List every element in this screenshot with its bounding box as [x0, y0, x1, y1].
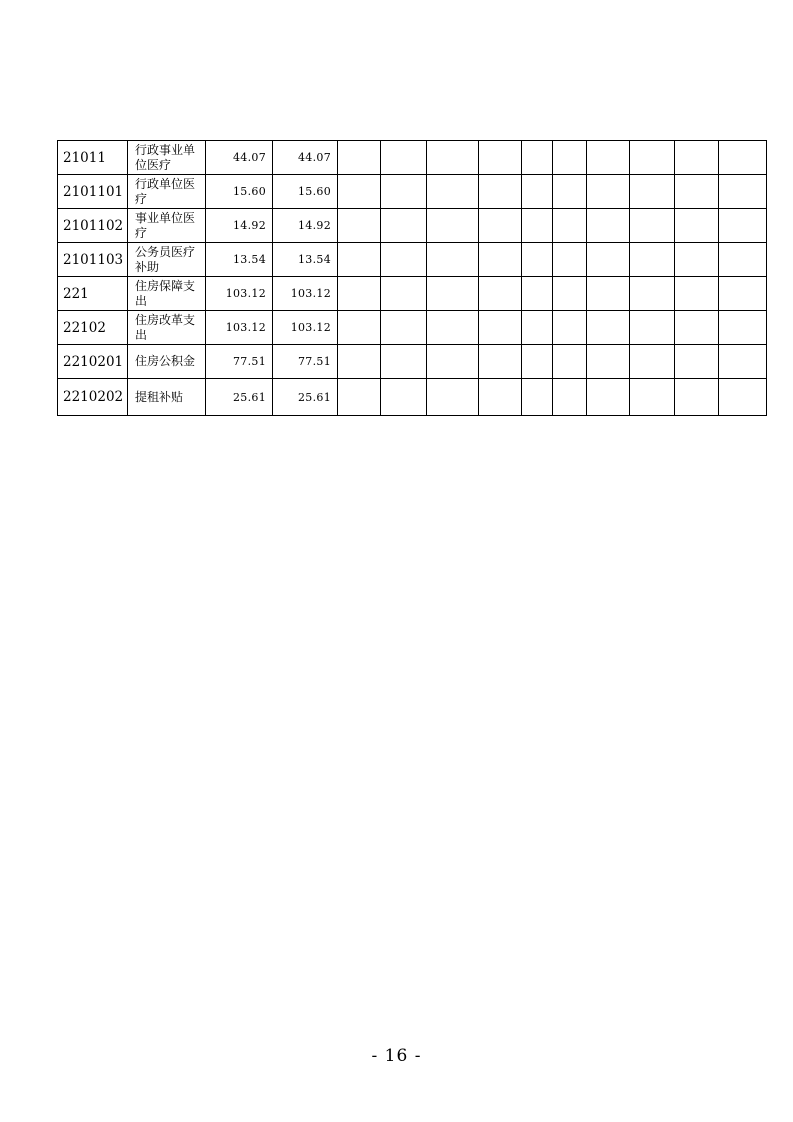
- empty-cell: [479, 209, 522, 243]
- empty-cell: [630, 243, 675, 277]
- empty-cell: [675, 141, 719, 175]
- row-value-1: 25.61: [206, 379, 273, 416]
- empty-cell: [338, 175, 381, 209]
- empty-cell: [675, 243, 719, 277]
- empty-cell: [719, 243, 767, 277]
- row-value-2: 103.12: [273, 311, 338, 345]
- empty-cell: [675, 311, 719, 345]
- empty-cell: [553, 243, 587, 277]
- row-value-2: 103.12: [273, 277, 338, 311]
- empty-cell: [338, 277, 381, 311]
- row-name: 事业单位医疗: [128, 209, 206, 243]
- empty-cell: [338, 311, 381, 345]
- row-code: 21011: [58, 141, 128, 175]
- row-value-1: 13.54: [206, 243, 273, 277]
- empty-cell: [719, 379, 767, 416]
- empty-cell: [553, 345, 587, 379]
- empty-cell: [553, 379, 587, 416]
- table-row: [58, 311, 767, 345]
- empty-cell: [630, 141, 675, 175]
- page-number: - 16 -: [371, 1046, 422, 1066]
- empty-cell: [587, 209, 630, 243]
- row-code: 2101102: [58, 209, 128, 243]
- row-name: 公务员医疗补助: [128, 243, 206, 277]
- empty-cell: [479, 311, 522, 345]
- empty-cell: [381, 311, 427, 345]
- table-row: [58, 277, 767, 311]
- empty-cell: [553, 209, 587, 243]
- empty-cell: [553, 311, 587, 345]
- row-code: 2210201: [58, 345, 128, 379]
- empty-cell: [719, 209, 767, 243]
- empty-cell: [587, 379, 630, 416]
- empty-cell: [553, 141, 587, 175]
- empty-cell: [553, 175, 587, 209]
- empty-cell: [338, 209, 381, 243]
- table-row: [58, 243, 767, 277]
- table-body: [58, 141, 767, 416]
- row-value-1: 103.12: [206, 277, 273, 311]
- empty-cell: [381, 243, 427, 277]
- empty-cell: [338, 141, 381, 175]
- empty-cell: [522, 175, 553, 209]
- row-name: 行政单位医疗: [128, 175, 206, 209]
- empty-cell: [587, 277, 630, 311]
- empty-cell: [338, 379, 381, 416]
- empty-cell: [427, 277, 479, 311]
- row-name: 提租补贴: [128, 379, 206, 416]
- empty-cell: [381, 141, 427, 175]
- empty-cell: [522, 277, 553, 311]
- empty-cell: [381, 345, 427, 379]
- empty-cell: [427, 175, 479, 209]
- empty-cell: [427, 141, 479, 175]
- empty-cell: [719, 175, 767, 209]
- empty-cell: [587, 141, 630, 175]
- empty-cell: [587, 175, 630, 209]
- empty-cell: [587, 243, 630, 277]
- empty-cell: [719, 277, 767, 311]
- row-value-2: 13.54: [273, 243, 338, 277]
- table-row: [58, 209, 767, 243]
- empty-cell: [338, 243, 381, 277]
- row-name: 住房改革支出: [128, 311, 206, 345]
- empty-cell: [427, 243, 479, 277]
- empty-cell: [381, 277, 427, 311]
- empty-cell: [587, 311, 630, 345]
- row-value-2: 25.61: [273, 379, 338, 416]
- empty-cell: [381, 175, 427, 209]
- empty-cell: [587, 345, 630, 379]
- empty-cell: [522, 311, 553, 345]
- empty-cell: [675, 345, 719, 379]
- row-value-1: 14.92: [206, 209, 273, 243]
- row-name: 住房保障支出: [128, 277, 206, 311]
- row-value-2: 44.07: [273, 141, 338, 175]
- empty-cell: [630, 277, 675, 311]
- empty-cell: [479, 277, 522, 311]
- table-row: [58, 345, 767, 379]
- empty-cell: [479, 345, 522, 379]
- empty-cell: [522, 345, 553, 379]
- empty-cell: [675, 175, 719, 209]
- row-code: 22102: [58, 311, 128, 345]
- empty-cell: [381, 379, 427, 416]
- row-name: 住房公积金: [128, 345, 206, 379]
- table-row: [58, 379, 767, 416]
- row-code: 2210202: [58, 379, 128, 416]
- empty-cell: [719, 141, 767, 175]
- empty-cell: [522, 243, 553, 277]
- empty-cell: [675, 379, 719, 416]
- row-value-2: 14.92: [273, 209, 338, 243]
- empty-cell: [630, 345, 675, 379]
- empty-cell: [479, 243, 522, 277]
- row-code: 2101103: [58, 243, 128, 277]
- empty-cell: [427, 209, 479, 243]
- empty-cell: [427, 311, 479, 345]
- empty-cell: [630, 311, 675, 345]
- empty-cell: [522, 379, 553, 416]
- row-value-1: 103.12: [206, 311, 273, 345]
- empty-cell: [675, 209, 719, 243]
- empty-cell: [553, 277, 587, 311]
- row-code: 221: [58, 277, 128, 311]
- table-row: [58, 141, 767, 175]
- empty-cell: [338, 345, 381, 379]
- table-row: [58, 175, 767, 209]
- row-value-2: 77.51: [273, 345, 338, 379]
- empty-cell: [719, 345, 767, 379]
- empty-cell: [675, 277, 719, 311]
- row-value-1: 77.51: [206, 345, 273, 379]
- empty-cell: [427, 379, 479, 416]
- row-name: 行政事业单位医疗: [128, 141, 206, 175]
- empty-cell: [479, 141, 522, 175]
- empty-cell: [522, 209, 553, 243]
- row-value-2: 15.60: [273, 175, 338, 209]
- empty-cell: [522, 141, 553, 175]
- row-code: 2101101: [58, 175, 128, 209]
- empty-cell: [630, 379, 675, 416]
- empty-cell: [479, 379, 522, 416]
- empty-cell: [630, 175, 675, 209]
- empty-cell: [719, 311, 767, 345]
- budget-table: [57, 140, 767, 416]
- row-value-1: 44.07: [206, 141, 273, 175]
- empty-cell: [630, 209, 675, 243]
- empty-cell: [479, 175, 522, 209]
- row-value-1: 15.60: [206, 175, 273, 209]
- empty-cell: [427, 345, 479, 379]
- empty-cell: [381, 209, 427, 243]
